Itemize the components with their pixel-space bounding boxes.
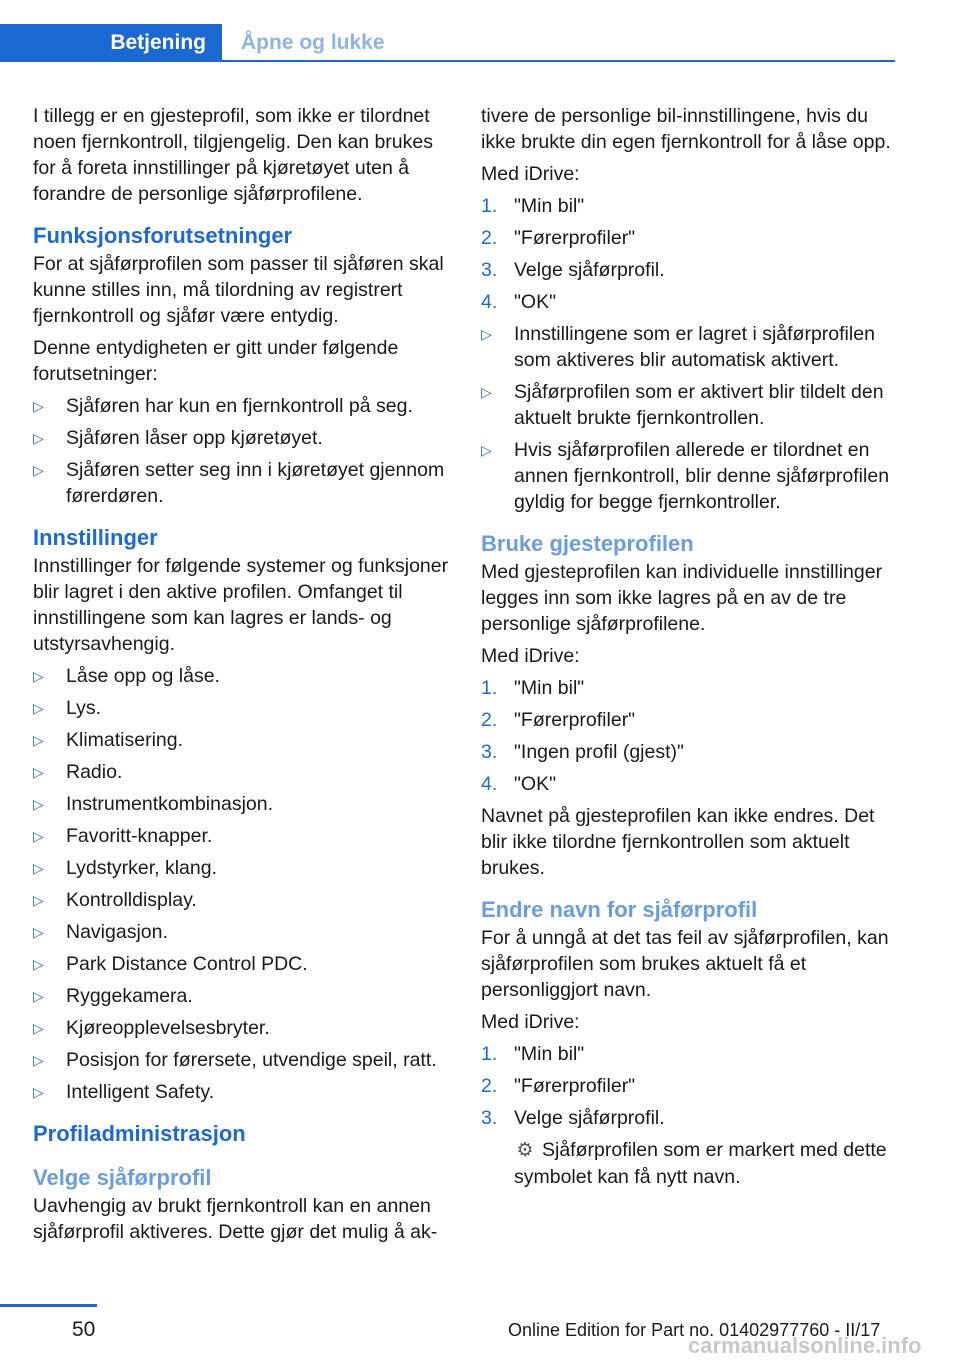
list-item <box>33 919 451 945</box>
list-item <box>33 727 451 753</box>
conditions-list <box>33 393 451 509</box>
triangle-bullet-icon: ▷ <box>33 1084 44 1100</box>
list-item-text: Radio. <box>66 761 123 783</box>
paragraph: Navnet på gjesteprofilen kan ikke endres. Det blir ikke tilordne fjernkontrollen som aktuelt brukes. <box>481 805 875 879</box>
step-item <box>481 771 899 797</box>
heading-funksjonsforutsetninger: Funksjonsforutsetninger <box>33 223 293 248</box>
step-text: "Min bil" <box>514 1043 585 1065</box>
list-item-text: Sjåføren låser opp kjøretøyet. <box>66 427 323 449</box>
list-item <box>481 437 899 515</box>
notes-list <box>481 321 899 515</box>
step-text: Velge sjåførprofil. <box>514 259 665 281</box>
list-item <box>481 321 899 373</box>
list-item <box>33 663 451 689</box>
list-item-text: Sjåføren har kun en fjernkontroll på seg. <box>66 395 413 417</box>
paragraph: Denne entydigheten er gitt under følgende forutsetninger: <box>33 337 399 385</box>
idrive-label: Med iDrive: <box>481 163 580 185</box>
heading-profiladministrasjon: Profiladministrasjon <box>33 1121 246 1146</box>
step-number: 1. <box>481 1043 498 1065</box>
triangle-bullet-icon: ▷ <box>481 384 492 400</box>
paragraph: Innstillinger for følgende systemer og funksjoner blir lagret i den aktive profilen. Omfanget til innstillingene som kan lagres er lands- og utstyrsavhengig. <box>33 555 449 655</box>
step-text: "OK" <box>514 773 557 795</box>
step-item <box>481 1073 899 1099</box>
triangle-bullet-icon: ▷ <box>33 462 44 478</box>
settings-list <box>33 663 451 1105</box>
list-item <box>33 1079 451 1105</box>
list-item-text: Låse opp og låse. <box>66 665 220 687</box>
steps-list <box>481 1041 899 1131</box>
step-item <box>481 257 899 283</box>
list-item <box>481 379 899 431</box>
list-item <box>33 393 451 419</box>
step-number: 2. <box>481 709 498 731</box>
chapter-header <box>0 24 895 62</box>
list-item <box>33 823 451 849</box>
list-item-text: Intelligent Safety. <box>66 1081 215 1103</box>
edition-text: Online Edition for Part no. 01402977760 - II/17 <box>508 1320 881 1340</box>
step-item <box>481 707 899 733</box>
list-item <box>33 855 451 881</box>
triangle-bullet-icon: ▷ <box>33 1020 44 1036</box>
list-item-text: Sjåførprofilen som er aktivert blir tildelt den aktuelt brukte fjernkontrollen. <box>514 381 884 429</box>
gear-note-text: Sjåførprofilen som er markert med dette symbolet kan få nytt navn. <box>514 1139 887 1188</box>
paragraph: For å unngå at det tas feil av sjåførprofilen, kan sjåførprofilen som brukes aktuelt få et personliggjort navn. <box>481 927 889 1001</box>
list-item-text: Kontrolldisplay. <box>66 889 197 911</box>
list-item <box>33 951 451 977</box>
step-item <box>481 1041 899 1067</box>
list-item <box>33 887 451 913</box>
step-text: "Ingen profil (gjest)" <box>514 741 684 763</box>
paragraph: tivere de personlige bil-innstillingene, hvis du ikke brukte din egen fjernkontroll for å låse opp. <box>481 105 891 153</box>
list-item <box>33 983 451 1009</box>
list-item-text: Innstillingene som er lagret i sjåførprofilen som aktiveres blir automatisk aktivert. <box>514 323 875 371</box>
step-number: 1. <box>481 677 498 699</box>
step-item <box>481 289 899 315</box>
left-column <box>33 103 451 1251</box>
triangle-bullet-icon: ▷ <box>33 956 44 972</box>
list-item-text: Navigasjon. <box>66 921 168 943</box>
triangle-bullet-icon: ▷ <box>33 860 44 876</box>
heading-velge-sjaforprofil: Velge sjåførprofil <box>33 1165 212 1190</box>
triangle-bullet-icon: ▷ <box>481 326 492 342</box>
step-text: "Førerprofiler" <box>514 227 636 249</box>
step-number: 4. <box>481 291 498 313</box>
list-item <box>33 791 451 817</box>
list-item <box>33 457 451 509</box>
list-item-text: Favoritt-knapper. <box>66 825 213 847</box>
steps-list <box>481 675 899 797</box>
step-item <box>481 739 899 765</box>
step-item <box>481 1105 899 1131</box>
heading-endre-navn: Endre navn for sjåførprofil <box>481 897 758 922</box>
heading-innstillinger: Innstillinger <box>33 525 158 550</box>
step-number: 2. <box>481 1075 498 1097</box>
step-number: 3. <box>481 741 498 763</box>
list-item-text: Instrumentkombinasjon. <box>66 793 274 815</box>
heading-bruke-gjesteprofilen: Bruke gjesteprofilen <box>481 531 694 556</box>
list-item-text: Posisjon for førersete, utvendige speil, ratt. <box>66 1049 437 1071</box>
list-item <box>33 425 451 451</box>
list-item-text: Klimatisering. <box>66 729 184 751</box>
step-item <box>481 675 899 701</box>
list-item-text: Lys. <box>66 697 102 719</box>
list-item-text: Sjåføren setter seg inn i kjøretøyet gjennom førerdøren. <box>66 459 445 507</box>
idrive-label: Med iDrive: <box>481 1011 580 1033</box>
step-text: "OK" <box>514 291 557 313</box>
triangle-bullet-icon: ▷ <box>33 430 44 446</box>
triangle-bullet-icon: ▷ <box>33 988 44 1004</box>
step-number: 1. <box>481 195 498 217</box>
triangle-bullet-icon: ▷ <box>33 796 44 812</box>
step-number: 2. <box>481 227 498 249</box>
triangle-bullet-icon: ▷ <box>33 1052 44 1068</box>
step-text: Velge sjåførprofil. <box>514 1107 665 1129</box>
triangle-bullet-icon: ▷ <box>33 732 44 748</box>
paragraph: For at sjåførprofilen som passer til sjåføren skal kunne stilles inn, må tilordning av registrert fjernkontroll og sjåfør være entydig. <box>33 253 444 327</box>
triangle-bullet-icon: ▷ <box>33 924 44 940</box>
triangle-bullet-icon: ▷ <box>33 892 44 908</box>
triangle-bullet-icon: ▷ <box>481 442 492 458</box>
chapter-tab-section[interactable]: Åpne og lukke <box>241 31 385 54</box>
watermark: carmanualsonline.info <box>688 1333 922 1358</box>
triangle-bullet-icon: ▷ <box>33 828 44 844</box>
step-number: 4. <box>481 773 498 795</box>
gear-note <box>481 1137 899 1190</box>
page-number: 50 <box>72 1318 96 1341</box>
list-item-text: Lydstyrker, klang. <box>66 857 218 879</box>
triangle-bullet-icon: ▷ <box>33 668 44 684</box>
list-item <box>33 1015 451 1041</box>
step-number: 3. <box>481 1107 498 1129</box>
list-item-text: Park Distance Control PDC. <box>66 953 308 975</box>
triangle-bullet-icon: ▷ <box>33 764 44 780</box>
step-text: "Min bil" <box>514 195 585 217</box>
gear-icon: ⚙ <box>516 1140 534 1161</box>
step-text: "Førerprofiler" <box>514 709 636 731</box>
steps-list <box>481 193 899 315</box>
chapter-tab-active[interactable]: Betjening <box>0 24 222 62</box>
list-item <box>33 695 451 721</box>
paragraph: Uavhengig av brukt fjernkontroll kan en annen sjåførprofil aktiveres. Dette gjør det mulig å ak- <box>33 1195 438 1243</box>
triangle-bullet-icon: ▷ <box>33 398 44 414</box>
step-text: "Førerprofiler" <box>514 1075 636 1097</box>
list-item-text: Ryggekamera. <box>66 985 193 1007</box>
right-column <box>481 103 899 1196</box>
list-item <box>33 1047 451 1073</box>
step-text: "Min bil" <box>514 677 585 699</box>
footer-rule <box>0 1304 97 1307</box>
header-rule <box>222 60 895 62</box>
idrive-label: Med iDrive: <box>481 645 580 667</box>
list-item-text: Kjøreopplevelsesbryter. <box>66 1017 270 1039</box>
list-item <box>33 759 451 785</box>
triangle-bullet-icon: ▷ <box>33 700 44 716</box>
list-item-text: Hvis sjåførprofilen allerede er tilordnet en annen fjernkontroll, blir denne sjåførprofilen gyldig for begge fjernkontroller. <box>514 439 890 513</box>
step-item <box>481 225 899 251</box>
step-item <box>481 193 899 219</box>
step-number: 3. <box>481 259 498 281</box>
intro-paragraph: I tillegg er en gjesteprofil, som ikke er tilordnet noen fjernkontroll, tilgjengelig. Den kan brukes for å foreta innstillinger på kjøretøyet uten å forandre de personlige sjåførprofilene. <box>33 105 433 205</box>
paragraph: Med gjesteprofilen kan individuelle innstillinger legges inn som ikke lagres på en av de tre personlige sjåførprofilene. <box>481 561 883 635</box>
